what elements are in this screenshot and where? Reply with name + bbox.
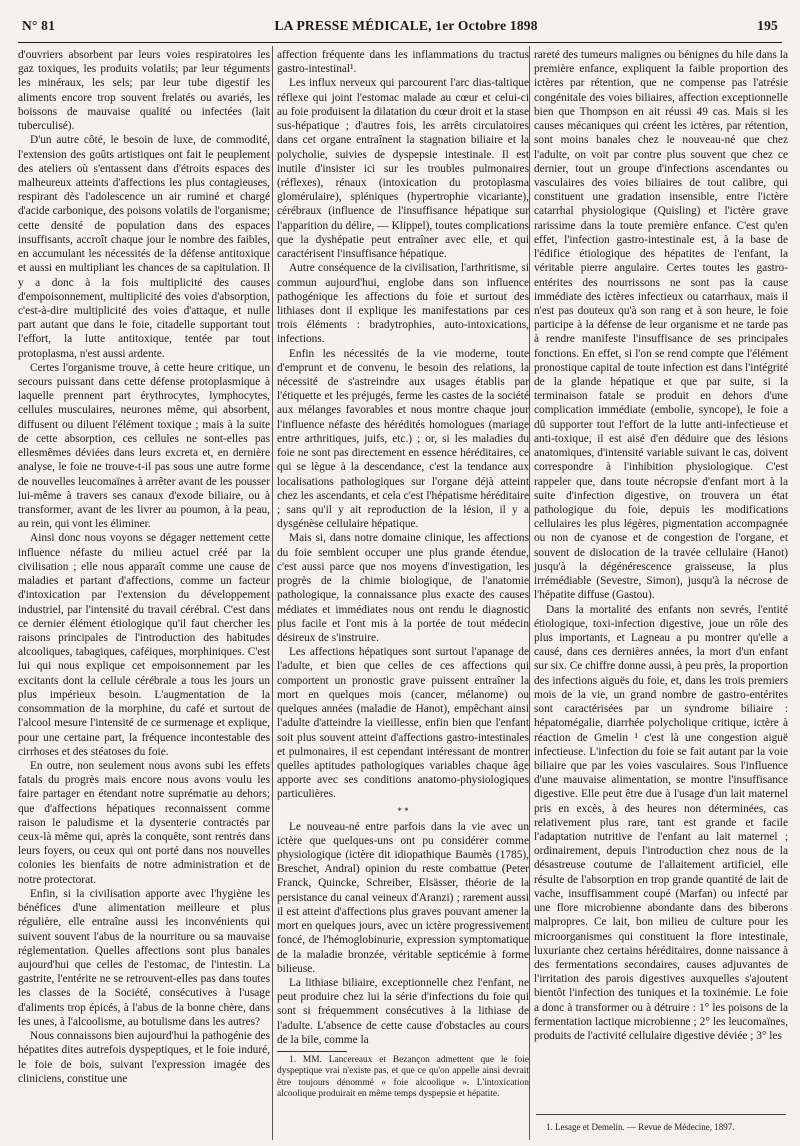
paragraph: La lithiase biliaire, exceptionnelle chez l'enfant, ne peut produire chez lui la série d'infections du foie qui sont si fréquemment consécutives à la lithiase de l'adulte. L'absence de cette cause d'obstacles au cours de la bile, comme la bbox=[277, 977, 529, 1046]
paragraph: Autre conséquence de la civilisation, l'arthritisme, si commun aujourd'hui, englobe dans son influence pathogénique les affections du foie et surtout des lithiases dont il explique les manifestations par ces trois éléments : bradytrophies, auto-intoxications, infections. bbox=[277, 262, 529, 346]
column-divider bbox=[529, 46, 530, 1140]
paragraph: Le nouveau-né entre parfois dans la vie avec un ictère que quelques-uns ont pu considérer comme physiologique (ictère dit idiopathique Baumès (1785), Breschet, Andral) opinion du reste combattue (Peter Franck, Quincke, Schreiber, Elsässer, théorie de la persistance du canal veineux d'Aranzi) ; rarement aussi il est atteint d'affections plus graves pouvant amener la mort en quelques jours, avec un ictère progressivement foncé, de l'hémoglobinurie, expression symptomatique de la maladie bronzée, véritable septicémie à forme bilieuse. bbox=[277, 820, 529, 975]
column-1 bbox=[18, 48, 270, 1086]
paragraph: D'un autre côté, le besoin de luxe, de commodité, l'extension des goûts artistiques ont fait le peuplement des ateliers où s'entassent dans d'étroits espaces des malheureux atteints d'affections les plus contagieuses, respirant dès l'adolescence un air ruminé et chargé d'acide carbonique, des poisons volatils de l'organisme; cette densité de population dans des espaces insuffisants, accroît chaque jour le nombre des faibles, en accumulant les nécessités de la défense antitoxique et aussi en multipliant les chances de sa capitulation. Il y a donc à la fois multiplicité des causes d'empoisonnement, multiplicité des voies d'absorption, c'est-à-dire multiplicité des voies d'attaque, et nulle part autant que dans le foie, citadelle supportant tout l'effort, la lutte antitoxique, tentée par tout protoplasma, n'est aussi ardente. bbox=[18, 134, 270, 360]
paragraph: rareté des tumeurs malignes ou bénignes du hile dans la première enfance, expliquent la faible proportion des ictères par rétention, que ne compense pas l'atrésie congénitale des voies biliaires, affection exceptionnelle bien que Thompson en ait réussi 49 cas. Mais si les causes mécaniques qui créent les ictères, par rétention, sont moins banales chez le nouveau-né que chez l'adulte, on voit par contre plus souvent que chez ce dernier, tout un groupe d'infections ascendantes ou vasculaires des voies biliaires de tout calibre, qui constituent une gradation insensible, entre l'ictère catarrhal physiologique (Quisling) et l'ictère grave rarissime dans la toute première enfance. C'est qu'en effet, l'infection gastro-intestinale est, à la base de l'édifice étiologique des hépatites de l'enfant, la véritable pierre angulaire. Certes toutes les gastro-entérites des nourrissons ne sont pas la cause immédiate des ictères infectieux ou catarrhaux, mais il n'est pas douteux qu'à son rang et à son heure, le foie participe à la défense de leur organisme et ne tarde pas à rendre manifeste l'insuffisance de ses principales fonctions. En effet, si l'on se rend compte que l'élément pronostique capital de toute infection est dans l'intégrité de la glande hépatique et que par suite, si la terminaison fatale se produit en dehors d'une complication immédiate (embolie, syncope), le foie a dû supporter tout l'effort de la lutte anti-infectieuse et anti-toxique, il est aisé d'en déduire que des lésions anatomiques, d'intensité variable suivant le cas, doivent correspondre à l'inhibition physiologique. C'est rappeler que, dans toute nécropsie d'enfant mort à la suite d'infection digestive, on trouvera un état pathologique du foie, depuis les modifications cellulaires les plus légères, pigmentation accompagnée ou non de cyanose et de congestion de l'organe, et souvent de dislocation de la travée cellulaire (Hanot) jusqu'à la dégénérescence graisseuse, la plus irrémédiable (Sevestre, Simon), jusqu'à la nécrose de l'hépatite diffuse (Gastou). bbox=[534, 49, 788, 602]
paragraph: Les influx nerveux qui parcourent l'arc dias-taltique réflexe qui joint l'estomac malade au cœur et celui-ci au foie produisent la dilatation du cœur droit et la stase sus-hépatique ; d'autres fois, les arrêts circulatoires dans cet organe entraînent la stagnation biliaire et la polycholie, suivies de dyspepsie intestinale. Il est inutile d'insister ici sur les troubles pulmonaires (réflexes), rénaux (intoxication du protoplasma glomérulaire), spléniques (hypertrophie vicariante), cérébraux (influence de l'insuffisance hépatique sur l'apparition du délire, — Klippel), toutes complications que la dyshépatie peut entraîner avec elle, et qui caractérisent l'insuffisance hépatique. bbox=[277, 77, 529, 261]
column-2 bbox=[277, 48, 529, 1100]
paragraph: En outre, non seulement nous avons subi les effets fatals du progrès mais encore nous avons voulu les faire partager en étendant notre suprématie au dehors; que d'affections hépatiques reconnaissent comme raison le paludisme et la dysenterie contractés par ceux-là même qui, après la conquête, sont rentrés dans leurs foyers, ou ceux qui ont porté dans nos nouvelles colonies les bienfaits de notre administration et de notre protectorat. bbox=[18, 759, 270, 886]
paragraph: Enfin, si la civilisation apporte avec l'hygiène les bénéfices d'une alimentation meilleure et plus régulière, elle entraîne aussi les inconvénients qui suivent souvent l'abus de la nourriture ou sa mauvaise réglementation. Quelles affections sont plus banales aujourd'hui que celles de l'estomac, de l'intestin. La gastrite, l'entérite ne se retrouvent-elles pas dans toutes les classes de la Société, consécutives à l'usage d'aliments trop épicés, à l'abus de la bonne chère, dans les unes, à l'alcoolisme, au botulisme dans les autres? bbox=[18, 887, 270, 1028]
column-divider bbox=[272, 46, 273, 1140]
page-number: 195 bbox=[757, 18, 778, 33]
footnote: 1. Lesage et Demelin. — Revue de Médecine, 1897. bbox=[546, 1122, 735, 1132]
footnote-rule bbox=[536, 1114, 786, 1115]
running-header bbox=[22, 18, 778, 38]
journal-title-line bbox=[274, 18, 537, 34]
paragraph: Nous connaissons bien aujourd'hui la pathogénie des hépatites dites autrefois dyspeptiques, et le foie induré, le foie de bois, suivant l'expression imagée des cliniciens, constitue une bbox=[18, 1030, 270, 1085]
column-3 bbox=[534, 48, 788, 1043]
paragraph: d'ouvriers absorbent par leurs voies respiratoires les gaz toxiques, les produits volatils; par leur téguments les minéraux, les sels; par leur tube digestif les aliments encore trop souvent frelatés ou avariés, les boissons de mauvaise qualité ou infectées (lait tuberculisé). bbox=[18, 49, 270, 133]
issue-date: 1er Octobre 1898 bbox=[435, 18, 538, 33]
paragraph: Les affections hépatiques sont surtout l'apanage de l'adulte, et bien que celles de ces affections qui comportent un pronostic grave puissent entraîner la mort en quelques mois (cancer, mélanome) ou quelques années (maladie de Hanot), empêchant ainsi l'adulte d'atteindre la vieillesse, enfin bien que l'enfant soit plus souvent atteint d'affections gastro-intestinales et pulmonaires, il est cependant intéressant de montrer quelles aptitudes pathologiques variables chaque âge apporte avec ses conditions anatomo-physiologiques particulières. bbox=[277, 646, 529, 801]
header-rule bbox=[18, 42, 782, 43]
section-asterism: * * bbox=[397, 805, 409, 816]
issue-number: N° 81 bbox=[22, 18, 56, 33]
paragraph: affection fréquente dans les inflammations du tractus gastro-intestinal¹. bbox=[277, 49, 529, 76]
paragraph: Mais si, dans notre domaine clinique, les affections du foie semblent occuper une plus grande étendue, c'est aussi parce que nos moyens d'investigation, les progrès de la chimie biologique, de l'anatomie pathologique, la connaissance plus exacte des causes médiates et immédiates nous ont rendu le diagnostic plus facile et l'ont mis à la portée de tout médecin désireux de s'instruire. bbox=[277, 532, 529, 644]
paragraph: Ainsi donc nous voyons se dégager nettement cette influence néfaste du milieu actuel créé par la civilisation ; elle nous apparaît comme une cause de maladies et partant d'affections, comme un facteur d'intoxication par l'extension du développement industriel, par l'intensité du travail cérébral. C'est dans ce dernier élément étiologique qu'il faut chercher les raisons principales de l'introduction des habitudes alcooliques, tabagiques, caféiques, morphiniques. C'est lui qui nous explique cet empoisonnement par les excitants dont la cellule cérébrale a tous les jours un plus impérieux besoin. L'augmentation de la consommation de la morphine, du café et surtout de l'alcool mesure l'intensité de ce surmenage et explique, pour une certaine part, la fréquence incontestable des cirrhoses et des stéatoses du foie. bbox=[18, 532, 270, 758]
journal-title: LA PRESSE MÉDICALE, bbox=[274, 18, 432, 33]
paragraph: Dans la mortalité des enfants non sevrés, l'entité étiologique, toxi-infection digestive, joue un rôle des plus importants, et Lagneau a pu montrer qu'elle a causé, dans ces dernières années, la mort d'un enfant sur six. Ce chiffre donne aussi, à peu près, la proportion des infections aiguës du foie, et, dans les trois premiers mois de la vie, un grand nombre de gastro-entérites sont caractérisées par un syndrome biliaire : hépatomégalie, diarrhée polycholique critique, ictère à réaction de Gmelin ¹ c'est là une congestion aiguë infectieuse. L'infection du foie se fait autant par la voie biliaire que par les voies vasculaires. Sous l'influence d'une mauvaise alimentation, se montre l'insuffisance digestive. Elle peut être due à l'usage d'un lait maternel pris en excès, à des heures non déterminées, cas relativement plus rare, tant est grande et facile l'adaptation nutritive de l'enfant au lait maternel ; ordinairement, depuis l'introduction chez nous de la désastreuse coutume de l'allaitement artificiel, elle résulte de l'absorption en trop grande quantité de lait de vache, insuffisamment coupé (Marfan) ou infecté par une flore microbienne abondante dans des biberons malpropres. Ce lait, bon milieu de culture pour les microorganismes qui constituent la flore intestinale, luxuriante chez certains héréditaires, donne naissance à des fermentations secondaires, causes adjuvantes de l'irritation des parois digestives auxquelles s'ajoutent bientôt l'infection des tuniques et la toxinémie. Le foie a donc à transformer ou à détruire : 1° les poisons de la fermentation lactique microbienne ; 2° les leucomaïnes, produits de l'activité cellulaire digestive déviée ; 3° les bbox=[534, 603, 788, 1043]
footnote: 1. MM. Lancereaux et Bezançon admettent que le foie dyspeptique vrai n'existe pas, et que ce qu'on appelle ainsi devrait être toujours dénommé « foie alcoolique ». L'intoxication alcoolique produirait en même temps dyspepsie et hépatite. bbox=[277, 1055, 529, 1099]
footnote-rule bbox=[277, 1051, 347, 1052]
paragraph: Enfin les nécessités de la vie moderne, toute d'emprunt et de convenu, le besoin des relations, la nécessité de s'astreindre aux usages établis par l'étiquette et les préjugés, ferme les castes de la société aux mélanges favorables et nous montre chaque jour l'influence néfaste des hérédités homologues (mariage entre arthritiques, juifs, etc.) ; or, si les maladies du foie ne sont pas directement en essence héréditaires, ce qui se lègue à la descendance, c'est la tendance aux localisations pathologiques sur l'organe déjà atteint chez les ascendants, et cela c'est l'hépatisme héréditaire ; sans qu'il y ait reproduction de la lésion, il y a dysgénèse cellulaire hépatique. bbox=[277, 347, 529, 531]
paragraph: Certes l'organisme trouve, à cette heure critique, un secours puissant dans cette défense protoplasmique à laquelle prennent part érythrocytes, lymphocytes, cellules musculaires, neurones même, qui absorbent, diffusent ou diluent l'élément toxique ; mais à la suite de cette absorption, ces cellules ne sont-elles pas ellesmêmes déviées dans leurs excreta et, en dernière analyse, le foie ne trouve-t-il pas sous une autre forme de nouvelles leucomaïnes à arrêter avant de les pousser lui-même à travers ses canaux d'exode biliaire, ou à transformer, avant de les livrer au poumon, à la peau, au rein, qui vont les éliminer. bbox=[18, 361, 270, 531]
